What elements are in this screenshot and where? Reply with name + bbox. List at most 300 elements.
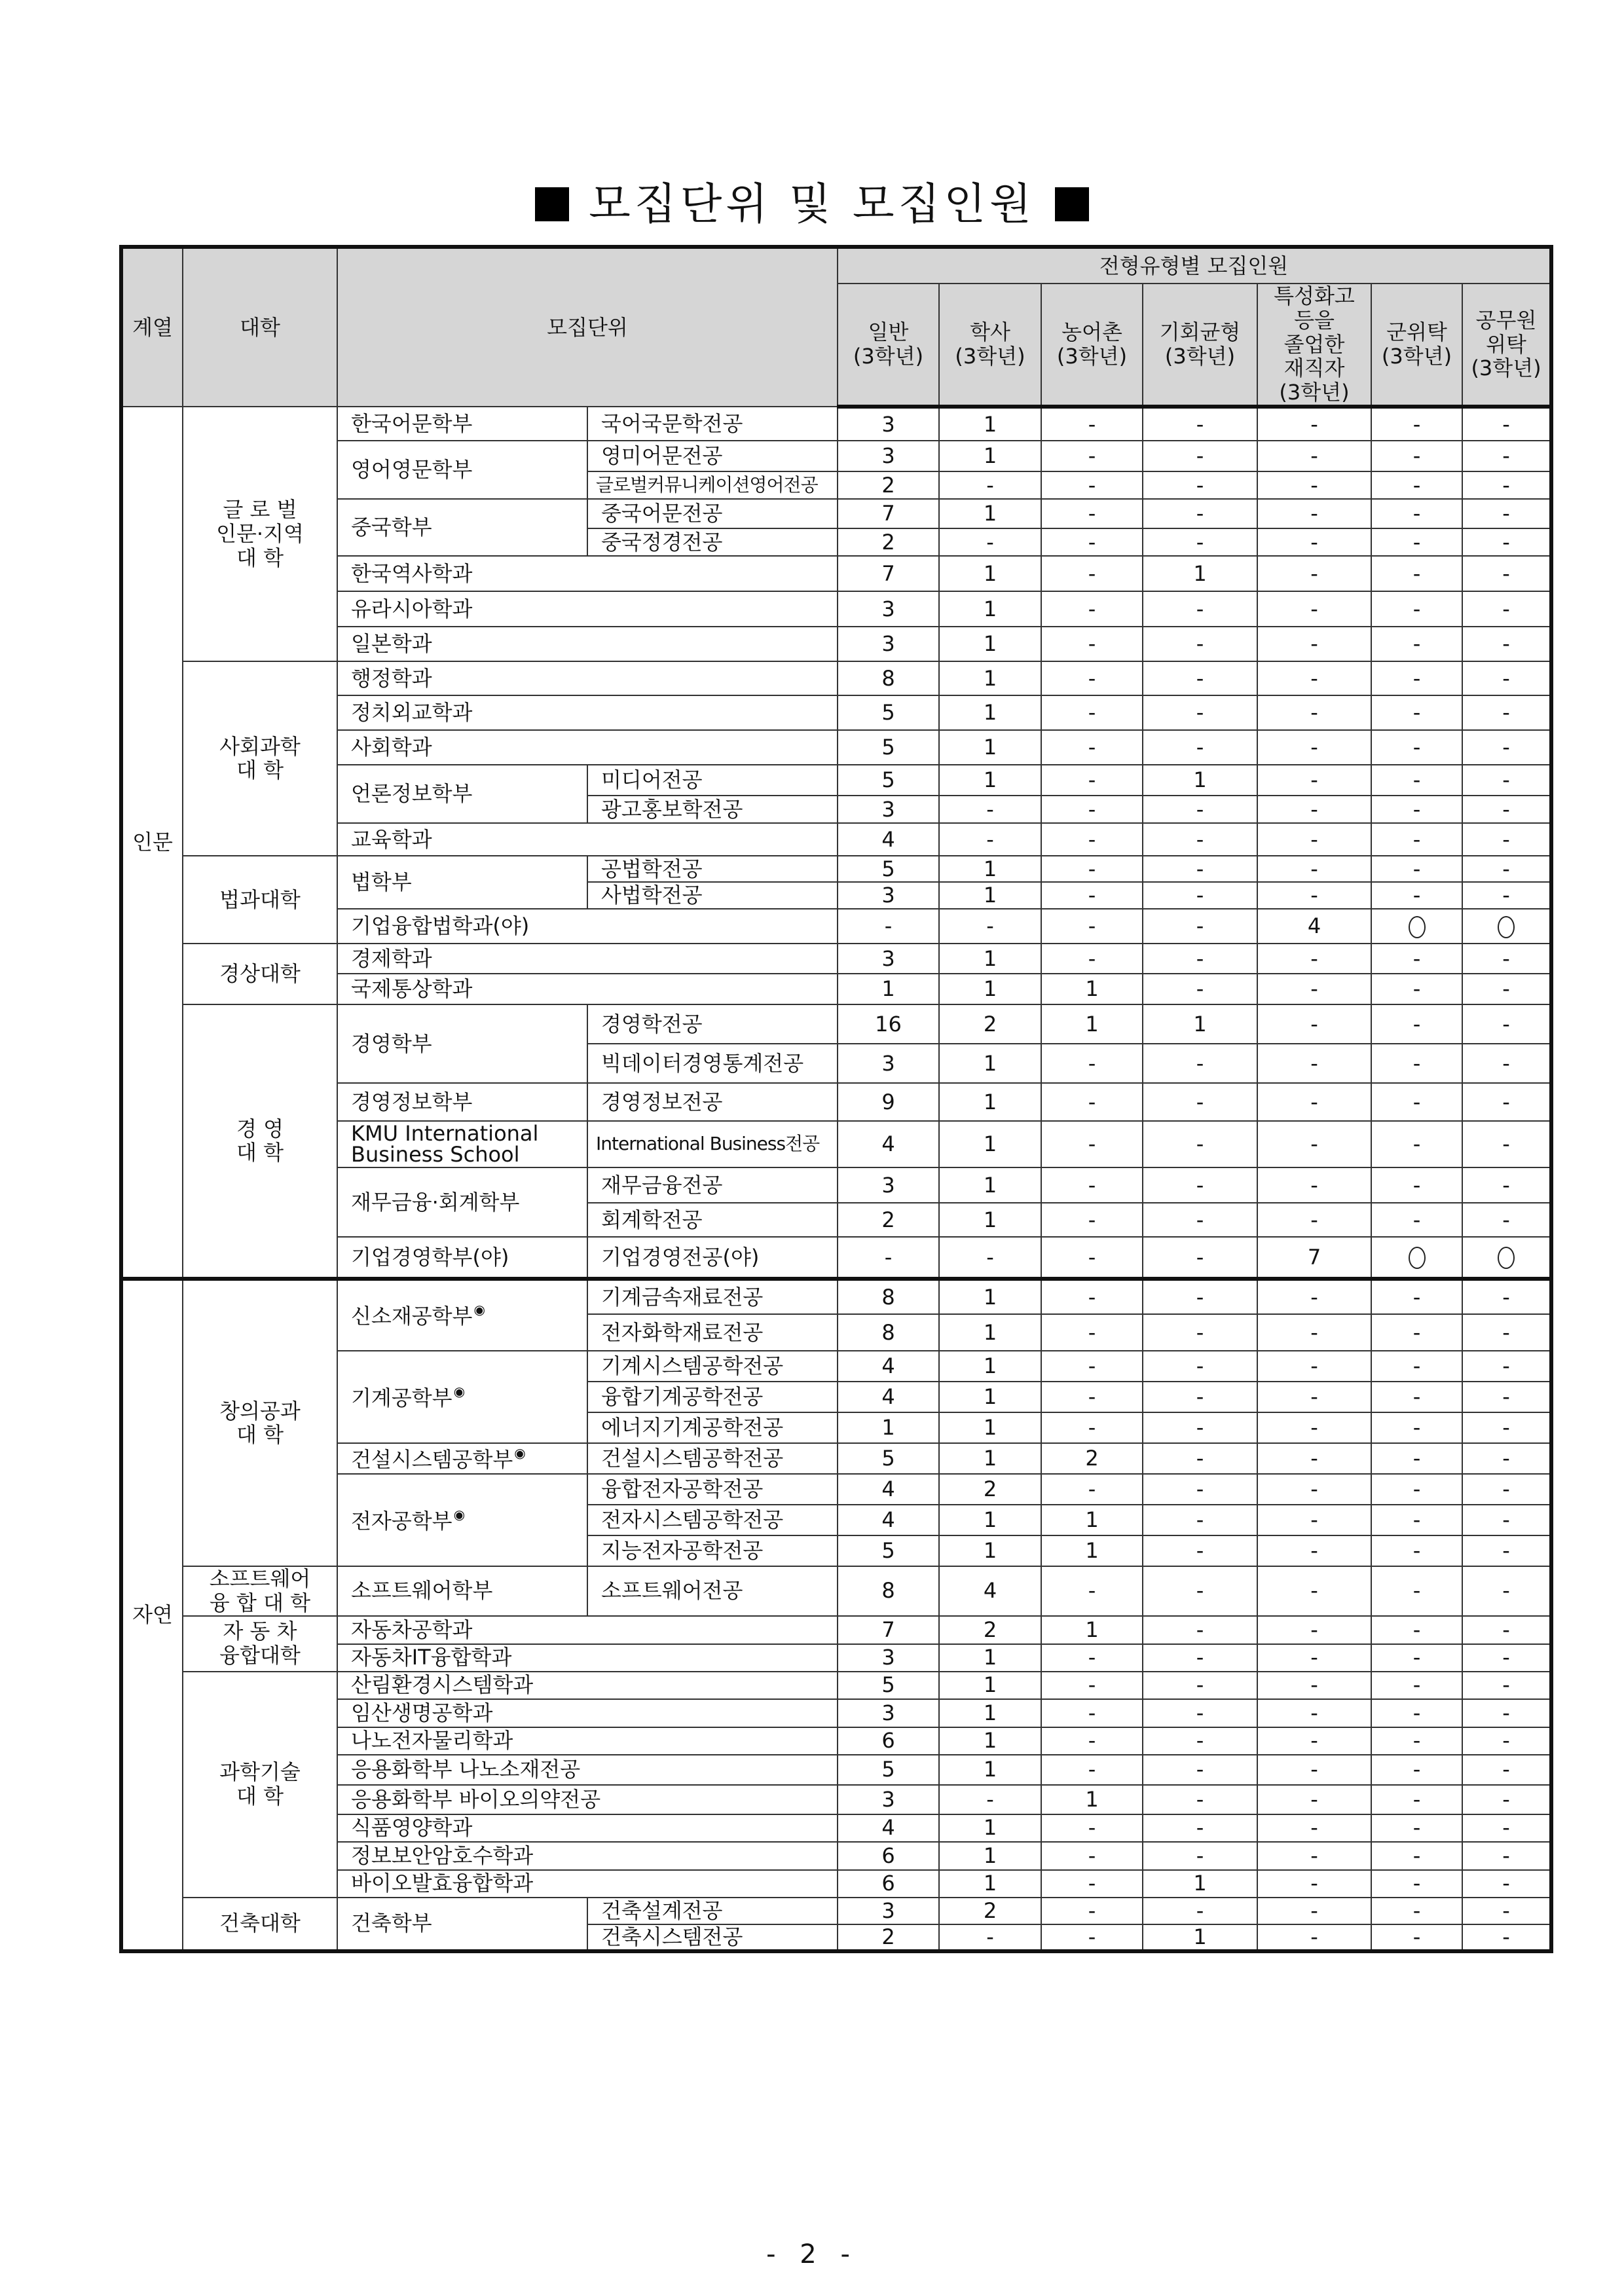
quota-cell: - <box>1143 528 1257 556</box>
quota-cell: 7 <box>838 556 939 591</box>
header-column: 공무원 위탁 (3학년) <box>1462 284 1551 407</box>
quota-cell: 2 <box>939 1474 1041 1505</box>
quota-cell: 1 <box>939 499 1041 528</box>
special-mark-icon: ◉ <box>473 1302 485 1318</box>
quota-cell <box>1462 909 1551 944</box>
quota-cell: - <box>1257 1314 1371 1351</box>
quota-cell: - <box>1041 627 1143 661</box>
unit-label: 응용화학부 바이오의약전공 <box>351 1786 601 1812</box>
quota-cell: - <box>1041 1566 1143 1616</box>
college-cell: 글 로 벌 인문·지역 대 학 <box>183 407 337 661</box>
quota-cell: - <box>1462 1474 1551 1505</box>
circle-icon <box>1409 1247 1426 1269</box>
quota-cell: - <box>1041 796 1143 823</box>
quota-cell: - <box>1257 1121 1371 1167</box>
unit-label: 경제학과 <box>351 946 432 971</box>
quota-cell: - <box>1257 1672 1371 1699</box>
quota-cell: - <box>1462 499 1551 528</box>
header-college: 대학 <box>183 247 337 407</box>
unit-cell <box>337 1443 587 1474</box>
quota-cell: 1 <box>939 441 1041 471</box>
quota-cell: - <box>1143 407 1257 441</box>
major-cell: 전자시스템공학전공 <box>587 1505 838 1535</box>
quota-cell: 1 <box>939 1203 1041 1237</box>
quota-cell: 1 <box>939 407 1041 441</box>
unit-cell <box>337 1083 587 1121</box>
quota-cell: - <box>1041 1755 1143 1785</box>
quota-cell: 16 <box>838 1004 939 1044</box>
quota-cell: - <box>1143 1785 1257 1814</box>
quota-cell: 9 <box>838 1083 939 1121</box>
college-cell: 자 동 차 융합대학 <box>183 1616 337 1672</box>
quota-cell: - <box>1143 499 1257 528</box>
quota-cell: - <box>1143 1566 1257 1616</box>
quota-cell: 8 <box>838 661 939 695</box>
quota-cell: - <box>1257 1785 1371 1814</box>
major-cell: 중국정경전공 <box>587 528 838 556</box>
major-cell: 건축시스템전공 <box>587 1924 838 1951</box>
quota-cell: 8 <box>838 1314 939 1351</box>
quota-cell: 5 <box>838 765 939 796</box>
table-row <box>121 856 1551 882</box>
quota-cell: - <box>1257 441 1371 471</box>
quota-cell: - <box>939 823 1041 856</box>
quota-cell: - <box>1371 471 1462 499</box>
quota-cell: 5 <box>838 1535 939 1566</box>
quota-cell: - <box>1041 1314 1143 1351</box>
quota-cell: - <box>1462 695 1551 730</box>
quota-cell: 1 <box>1143 1004 1257 1044</box>
unit-cell <box>337 1279 587 1351</box>
special-mark-icon: ◉ <box>453 1506 466 1522</box>
quota-cell: - <box>1462 591 1551 627</box>
unit-cell <box>337 1004 587 1083</box>
table-row <box>121 1004 1551 1044</box>
quota-cell: - <box>1462 1443 1551 1474</box>
quota-cell: - <box>1371 730 1462 765</box>
quota-cell: - <box>1371 695 1462 730</box>
quota-cell: - <box>1462 627 1551 661</box>
table-row <box>121 1279 1551 1314</box>
quota-cell: 4 <box>838 1474 939 1505</box>
quota-cell: - <box>1371 1505 1462 1535</box>
quota-cell: 1 <box>1143 1924 1257 1951</box>
major-cell: 기업경영전공(야) <box>587 1237 838 1279</box>
quota-cell: - <box>1143 856 1257 882</box>
quota-cell: - <box>1143 1842 1257 1870</box>
unit-cell <box>337 1785 838 1814</box>
quota-cell: - <box>939 1237 1041 1279</box>
unit-cell <box>337 1870 838 1898</box>
unit-label: 일본학과 <box>351 631 432 657</box>
quota-cell: - <box>1041 441 1143 471</box>
quota-cell: 1 <box>1041 1535 1143 1566</box>
quota-cell: - <box>1462 1203 1551 1237</box>
quota-cell: - <box>1041 407 1143 441</box>
quota-cell: 1 <box>939 1382 1041 1412</box>
quota-cell: - <box>1462 1814 1551 1842</box>
quota-cell: - <box>1143 1314 1257 1351</box>
quota-cell: 1 <box>939 1167 1041 1203</box>
quota-cell: 1 <box>939 627 1041 661</box>
quota-cell: - <box>1257 1616 1371 1644</box>
recruitment-table <box>119 245 1553 1953</box>
quota-cell: - <box>1371 1842 1462 1870</box>
quota-cell: - <box>1371 1785 1462 1814</box>
quota-cell: 5 <box>838 1755 939 1785</box>
quota-cell: - <box>1371 944 1462 974</box>
unit-cell <box>337 909 838 944</box>
quota-cell: 3 <box>838 796 939 823</box>
header-column: 일반 (3학년) <box>838 284 939 407</box>
quota-cell: - <box>1371 1443 1462 1474</box>
quota-cell: 1 <box>939 591 1041 627</box>
quota-cell: - <box>1041 556 1143 591</box>
quota-cell: 2 <box>838 1924 939 1951</box>
quota-cell: - <box>1143 1382 1257 1412</box>
quota-cell: 1 <box>1143 1870 1257 1898</box>
unit-label: 행정학과 <box>351 665 432 691</box>
quota-cell: - <box>1371 1279 1462 1314</box>
unit-cell <box>337 944 838 974</box>
field-cell: 자연 <box>121 1279 183 1951</box>
page-title <box>0 172 1624 237</box>
quota-cell <box>1371 1237 1462 1279</box>
quota-cell: 3 <box>838 407 939 441</box>
major-cell: 경영정보전공 <box>587 1083 838 1121</box>
unit-label: 기계공학부 <box>351 1385 452 1410</box>
quota-cell: - <box>1143 1279 1257 1314</box>
major-cell: 영미어문전공 <box>587 441 838 471</box>
quota-cell: - <box>1371 856 1462 882</box>
quota-cell: - <box>1371 1644 1462 1672</box>
unit-cell <box>337 1121 587 1167</box>
special-mark-icon: ◉ <box>514 1444 526 1461</box>
quota-cell: - <box>1041 944 1143 974</box>
quota-cell: 8 <box>838 1279 939 1314</box>
quota-cell: - <box>1257 1699 1371 1727</box>
quota-cell: - <box>1143 1443 1257 1474</box>
quota-cell: - <box>1462 1351 1551 1382</box>
quota-cell: - <box>1143 441 1257 471</box>
quota-cell: 1 <box>939 1083 1041 1121</box>
quota-cell: - <box>1143 627 1257 661</box>
quota-cell: - <box>1143 882 1257 909</box>
quota-cell: - <box>1041 1924 1143 1951</box>
header-column: 군위탁 (3학년) <box>1371 284 1462 407</box>
quota-cell: - <box>1371 1203 1462 1237</box>
unit-cell <box>337 627 838 661</box>
quota-cell: - <box>939 528 1041 556</box>
quota-cell: 5 <box>838 730 939 765</box>
quota-cell: 3 <box>838 591 939 627</box>
quota-cell: 4 <box>838 1121 939 1167</box>
quota-cell: - <box>1462 1727 1551 1755</box>
quota-cell: - <box>1371 1566 1462 1616</box>
unit-label: 자동차공학과 <box>351 1617 473 1642</box>
quota-cell: - <box>1462 823 1551 856</box>
quota-cell: - <box>1257 528 1371 556</box>
quota-cell: - <box>939 471 1041 499</box>
quota-cell: 1 <box>1041 1505 1143 1535</box>
quota-cell: - <box>1257 1044 1371 1083</box>
quota-cell: - <box>1041 1842 1143 1870</box>
circle-icon <box>1498 1247 1515 1269</box>
quota-cell: - <box>1257 661 1371 695</box>
quota-cell: 1 <box>939 1644 1041 1672</box>
unit-label: 바이오발효융합학과 <box>351 1871 534 1896</box>
college-cell: 건축대학 <box>183 1898 337 1951</box>
unit-cell <box>337 1644 838 1672</box>
quota-cell: - <box>1041 1644 1143 1672</box>
quota-cell: - <box>1041 528 1143 556</box>
quota-cell: - <box>1143 1412 1257 1443</box>
quota-cell: - <box>1143 1237 1257 1279</box>
unit-cell <box>337 499 587 556</box>
unit-label: 재무금융·회계학부 <box>351 1189 520 1215</box>
quota-cell: - <box>1371 1814 1462 1842</box>
unit-cell <box>337 1898 587 1951</box>
quota-cell: - <box>1257 627 1371 661</box>
quota-cell: 7 <box>838 1616 939 1644</box>
unit-label: 영어영문학부 <box>351 457 473 483</box>
quota-cell: - <box>1257 591 1371 627</box>
quota-cell: 4 <box>838 1814 939 1842</box>
header-column: 농어촌 (3학년) <box>1041 284 1143 407</box>
quota-cell: - <box>1041 1727 1143 1755</box>
quota-cell: 1 <box>1143 765 1257 796</box>
quota-cell: - <box>1462 796 1551 823</box>
major-cell: 융합전자공학전공 <box>587 1474 838 1505</box>
quota-cell: - <box>1371 1699 1462 1727</box>
header-column: 학사 (3학년) <box>939 284 1041 407</box>
unit-cell <box>337 1814 838 1842</box>
quota-cell: - <box>1257 695 1371 730</box>
quota-cell: - <box>1257 944 1371 974</box>
unit-cell <box>337 1167 587 1237</box>
quota-cell: - <box>1257 730 1371 765</box>
quota-cell: - <box>1257 1898 1371 1924</box>
unit-label: 식품영양학과 <box>351 1815 473 1841</box>
quota-cell: 7 <box>1257 1237 1371 1279</box>
quota-cell: - <box>1371 1004 1462 1044</box>
major-cell: 기계금속재료전공 <box>587 1279 838 1314</box>
quota-cell: - <box>838 1237 939 1279</box>
college-cell: 경 영 대 학 <box>183 1004 337 1279</box>
quota-cell: - <box>1462 1842 1551 1870</box>
unit-label: 기업융합법학과(야) <box>351 913 530 939</box>
quota-cell: - <box>1462 1616 1551 1644</box>
unit-label: 경영정보학부 <box>351 1089 473 1114</box>
table-row <box>121 944 1551 974</box>
unit-label: 사회학과 <box>351 735 432 760</box>
quota-cell: - <box>1143 1203 1257 1237</box>
major-cell: 공법학전공 <box>587 856 838 882</box>
quota-cell: - <box>1462 1121 1551 1167</box>
unit-label: 산림환경시스템학과 <box>351 1672 534 1698</box>
quota-cell: - <box>1257 1755 1371 1785</box>
quota-cell: - <box>1371 1870 1462 1898</box>
quota-cell: - <box>1257 1382 1371 1412</box>
quota-cell: - <box>1041 1044 1143 1083</box>
quota-cell: - <box>1462 528 1551 556</box>
quota-cell: 4 <box>838 1382 939 1412</box>
quota-cell: 5 <box>838 856 939 882</box>
quota-cell: 3 <box>838 1044 939 1083</box>
quota-cell: - <box>1257 499 1371 528</box>
quota-cell: - <box>1371 1351 1462 1382</box>
field-cell: 인문 <box>121 407 183 1279</box>
quota-cell: - <box>1371 974 1462 1004</box>
unit-cell <box>337 1237 587 1279</box>
quota-cell: - <box>1041 1814 1143 1842</box>
quota-cell: - <box>1462 1785 1551 1814</box>
quota-cell: - <box>1462 856 1551 882</box>
quota-cell: - <box>1371 1755 1462 1785</box>
quota-cell: 1 <box>939 1314 1041 1351</box>
quota-cell: - <box>1257 1924 1371 1951</box>
quota-cell: 6 <box>838 1727 939 1755</box>
quota-cell: 1 <box>939 882 1041 909</box>
quota-cell: - <box>1257 1505 1371 1535</box>
unit-label: 건설시스템공학부 <box>351 1446 513 1472</box>
quota-cell: - <box>1257 1443 1371 1474</box>
quota-cell: - <box>1371 499 1462 528</box>
quota-cell: - <box>1041 591 1143 627</box>
quota-cell: 4 <box>1257 909 1371 944</box>
quota-cell: 1 <box>939 1870 1041 1898</box>
unit-cell <box>337 730 838 765</box>
quota-cell: - <box>1371 591 1462 627</box>
quota-cell: 1 <box>939 1755 1041 1785</box>
unit-label: 유라시아학과 <box>351 596 473 621</box>
quota-cell: - <box>1143 1727 1257 1755</box>
quota-cell: - <box>1257 1203 1371 1237</box>
quota-cell: 1 <box>939 661 1041 695</box>
quota-cell: - <box>1143 1083 1257 1121</box>
quota-cell: 1 <box>939 1279 1041 1314</box>
quota-cell: - <box>1041 1279 1143 1314</box>
quota-cell: - <box>1257 471 1371 499</box>
quota-cell: - <box>1143 1505 1257 1535</box>
quota-cell: - <box>1257 1004 1371 1044</box>
quota-cell: - <box>939 796 1041 823</box>
quota-cell: 3 <box>838 1167 939 1203</box>
unit-label: 법학부 <box>351 870 412 895</box>
college-cell: 경상대학 <box>183 944 337 1004</box>
quota-cell: - <box>1462 1672 1551 1699</box>
quota-cell: 3 <box>838 627 939 661</box>
table-row <box>121 407 1551 441</box>
major-cell: 중국어문전공 <box>587 499 838 528</box>
quota-cell: - <box>1257 1351 1371 1382</box>
quota-cell: 2 <box>838 471 939 499</box>
quota-cell: 8 <box>838 1566 939 1616</box>
quota-cell: - <box>1462 1924 1551 1951</box>
quota-cell: - <box>1041 1412 1143 1443</box>
quota-cell: - <box>1041 1121 1143 1167</box>
quota-cell: - <box>1041 823 1143 856</box>
quota-cell: - <box>1371 528 1462 556</box>
quota-cell: - <box>1257 796 1371 823</box>
quota-cell: - <box>1257 1727 1371 1755</box>
quota-cell: - <box>1143 1898 1257 1924</box>
quota-cell: - <box>1257 882 1371 909</box>
quota-cell: - <box>1143 471 1257 499</box>
quota-cell: - <box>1143 1699 1257 1727</box>
quota-cell: 5 <box>838 1672 939 1699</box>
quota-cell: 3 <box>838 441 939 471</box>
unit-cell <box>337 974 838 1004</box>
major-cell: 건설시스템공학전공 <box>587 1443 838 1474</box>
unit-label: 국제통상학과 <box>351 976 473 1002</box>
quota-cell: - <box>1462 1870 1551 1898</box>
quota-cell: - <box>1257 1870 1371 1898</box>
unit-label: 임산생명공학과 <box>351 1700 493 1725</box>
quota-cell: - <box>1371 1083 1462 1121</box>
header-column: 특성화고 등을 졸업한 재직자 (3학년) <box>1257 284 1371 407</box>
quota-cell: - <box>1143 1535 1257 1566</box>
quota-cell: - <box>1462 1535 1551 1566</box>
unit-cell <box>337 1474 587 1566</box>
quota-cell: 3 <box>838 1699 939 1727</box>
quota-cell: - <box>1462 441 1551 471</box>
quota-cell: 4 <box>838 823 939 856</box>
quota-cell: 1 <box>939 1842 1041 1870</box>
unit-cell <box>337 1727 838 1755</box>
college-cell: 창의공과 대 학 <box>183 1279 337 1566</box>
quota-cell: - <box>1371 1382 1462 1412</box>
quota-cell: - <box>1257 1842 1371 1870</box>
quota-cell: 1 <box>939 1535 1041 1566</box>
header-group: 전형유형별 모집인원 <box>838 247 1551 284</box>
quota-cell: - <box>1041 1203 1143 1237</box>
quota-cell: 4 <box>838 1505 939 1535</box>
unit-label: 정치외교학과 <box>351 700 473 725</box>
quota-cell: 3 <box>838 1644 939 1672</box>
quota-cell: - <box>1041 856 1143 882</box>
quota-cell: 1 <box>939 1412 1041 1443</box>
quota-cell: 6 <box>838 1870 939 1898</box>
quota-cell: - <box>1371 1167 1462 1203</box>
major-cell: 국어국문학전공 <box>587 407 838 441</box>
quota-cell: - <box>1143 591 1257 627</box>
unit-label: 한국어문학부 <box>351 411 473 436</box>
quota-cell: - <box>1371 1672 1462 1699</box>
major-cell: 융합기계공학전공 <box>587 1382 838 1412</box>
quota-cell: - <box>1371 823 1462 856</box>
quota-cell: - <box>1143 909 1257 944</box>
quota-cell: - <box>1041 1083 1143 1121</box>
unit-cell <box>337 856 587 909</box>
unit-label: 소프트웨어학부 <box>351 1578 493 1604</box>
quota-cell: - <box>1041 1699 1143 1727</box>
quota-cell: - <box>1041 765 1143 796</box>
quota-cell: - <box>1257 856 1371 882</box>
major-cell: 건축설계전공 <box>587 1898 838 1924</box>
quota-cell: - <box>1371 1121 1462 1167</box>
circle-icon <box>1409 916 1426 938</box>
unit-cell <box>337 661 838 695</box>
quota-cell: 6 <box>838 1842 939 1870</box>
quota-cell: - <box>1041 730 1143 765</box>
unit-cell <box>337 1672 838 1699</box>
quota-cell: 1 <box>939 1443 1041 1474</box>
black-square-icon <box>535 187 569 221</box>
quota-cell: - <box>1143 661 1257 695</box>
quota-cell: - <box>1371 1535 1462 1566</box>
header-column: 기회균형 (3학년) <box>1143 284 1257 407</box>
